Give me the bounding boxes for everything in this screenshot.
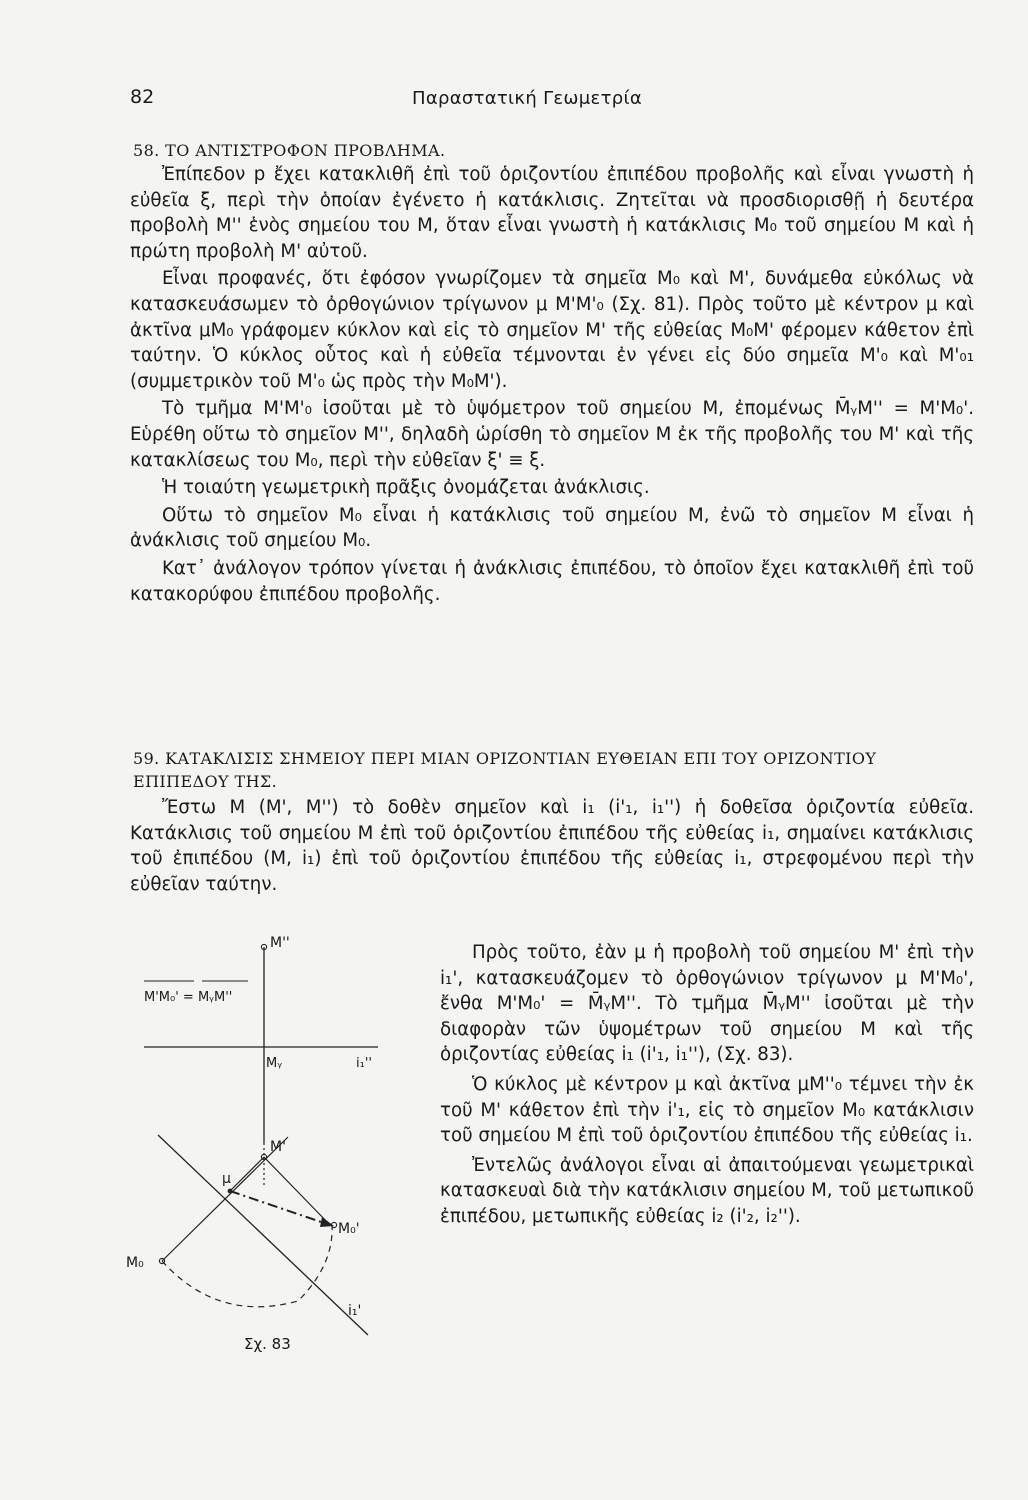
label-M1: M': [270, 1139, 286, 1155]
paragraph: Κατ᾽ ἀνάλογον τρόπον γίνεται ἡ ἀνάκλισις ἐπιπέδου, τὸ ὁποῖον ἔχει κατακλιθῆ ἐπὶ τοῦ κατακορύφου ἐπιπέδου προβολῆς.: [130, 557, 974, 605]
paragraph: Ἔστω M (M', M'') τὸ δοθὲν σημεῖον καὶ i₁ (i'₁, i₁'') ἡ δοθεῖσα ὁριζοντία εὐθεῖα. Κατάκλισις τοῦ σημείου M ἐπὶ τοῦ ὁριζοντίου ἐπιπέδου τῆς εὐθείας i₁, σημαίνει κατάκλισις τοῦ ἐπιπέδου (M, i₁) ἐπὶ τοῦ ὁριζοντίου ἐπιπέδου τῆς εὐθείας i₁, στρεφομένου περὶ τὴν εὐθεῖαν ταύτην.: [130, 797, 974, 895]
section-59-intro: [130, 795, 974, 897]
paragraph: Οὕτω τὸ σημεῖον M₀ εἶναι ἡ κατάκλισις τοῦ σημείου M, ἐνῶ τὸ σημεῖον M εἶναι ἡ ἀνάκλισις τοῦ σημείου M₀.: [130, 504, 974, 552]
segment-mu-M0p: [230, 1191, 330, 1225]
section-59-heading: 59. ΚΑΤΑΚΛΙΣΙΣ ΣΗΜΕΙΟΥ ΠΕΡΙ ΜΙΑΝ ΟΡΙΖΟΝΤΙΑΝ ΕΥΘΕΙΑΝ ΕΠΙ ΤΟΥ ΟΡΙΖΟΝΤΙΟΥ ΕΠΙΠΕΔΟΥ ΤΗΣ.: [133, 749, 877, 791]
perpendicular-line: [230, 1157, 264, 1191]
segment-M1-M0p: [264, 1157, 330, 1225]
running-title: Παραστατική Γεωμετρία: [412, 88, 642, 109]
paragraph: Εἶναι προφανές, ὅτι ἐφόσον γνωρίζομεν τὰ σημεῖα M₀ καὶ M', δυνάμεθα εὐκόλως νὰ κατασκευάσωμεν τὸ ὀρθογώνιον τρίγωνον μ M'M'₀ (Σχ. 81). Πρὸς τοῦτο μὲ κέντρον μ καὶ ἀκτῖνα μM₀ γράφομεν κύκλον καὶ εἰς τὸ σημεῖον M' τῆς εὐθείας M₀M' φέρομεν κάθετον ἐπὶ ταύτην. Ὁ κύκλος οὗτος καὶ ἡ εὐθεῖα τέμνονται ἐν γένει εἰς δύο σημεῖα M'₀ καὶ M'₀₁ (συμμετρικὸν τοῦ M'₀ ὡς πρὸς τὴν M₀M').: [130, 268, 974, 392]
figure-caption: Σχ. 83: [244, 1335, 291, 1353]
paragraph: Ἡ τοιαύτη γεωμετρικὴ πρᾶξις ὀνομάζεται ἀνάκλισις.: [162, 477, 650, 499]
label-i1p: i₁': [348, 1303, 362, 1319]
label-M2: M'': [270, 935, 290, 951]
diagonal-line-i1p: [158, 1135, 368, 1335]
paragraph: Πρὸς τοῦτο, ἐὰν μ ἡ προβολὴ τοῦ σημείου M' ἐπὶ τὴν i₁', κατασκευάζομεν τὸ ὀρθογώνιον τρίγωνον μ M'M₀', ἔνθα M'M₀' = M̄ᵧM''. Τὸ τμῆμα M̄ᵧM'' ἰσοῦται μὲ τὴν διαφορὰν τῶν ὑψομέτρων τοῦ σημείου M καὶ τῆς ὁριζοντίας εὐθείας i₁ (i'₁, i₁''), (Σχ. 83).: [440, 942, 974, 1066]
paragraph: Τὸ τμῆμα M'M'₀ ἰσοῦται μὲ τὸ ὑψόμετρον τοῦ σημείου M, ἐπομένως M̄ᵧM'' = M'M₀'. Εὑρέθη οὕτω τὸ σημεῖον M'', δηλαδὴ ὡρίσθη τὸ σημεῖον M ἐκ τῆς προβολῆς του M' καὶ τῆς κατακλίσεως του M₀, περὶ τὴν εὐθεῖαν ξ' ≡ ξ.: [130, 398, 974, 471]
section-58-heading: 58. ΤΟ ΑΝΤΙΣΤΡΟΦΟΝ ΠΡΟΒΛΗΜΑ.: [133, 141, 446, 160]
paragraph: Ἐντελῶς ἀνάλογοι εἶναι αἱ ἀπαιτούμεναι γεωμετρικαὶ κατασκευαὶ διὰ τὴν κατάκλισιν σημείου M, τοῦ μετωπικοῦ ἐπιπέδου, μετωπικῆς εὐθείας i₂ (i'₂, i₂'').: [440, 1154, 974, 1227]
page-number: 82: [130, 86, 155, 108]
label-eq: M'M₀' = MᵧM'': [144, 990, 233, 1005]
section-58-body: [130, 162, 974, 607]
label-mu: μ: [222, 1171, 231, 1187]
label-M0: M₀: [126, 1255, 144, 1271]
label-My: Mᵧ: [266, 1056, 283, 1071]
point-mu: [228, 1189, 233, 1194]
paragraph: Ἐπίπεδον p ἔχει κατακλιθῆ ἐπὶ τοῦ ὁριζοντίου ἐπιπέδου προβολῆς καὶ εἶναι γνωστὴ ἡ εὐθεῖα ξ, περὶ τὴν ὁποίαν ἐγένετο ἡ κατάκλισις. Ζητεῖται νὰ προσδιορισθῇ ἡ δευτέρα προβολὴ M'' ἑνὸς σημείου του M, ὅταν εἶναι γνωστὴ ἡ κατάκλισις M₀ τοῦ σημείου M καὶ ἡ πρώτη προβολὴ M' αὐτοῦ.: [130, 164, 974, 262]
figure-83: [126, 925, 438, 1365]
section-59-side-text: [440, 940, 974, 1230]
label-i1pp: i₁'': [356, 1056, 372, 1071]
line-M0-mu: [162, 1137, 288, 1261]
label-M0p: M₀': [338, 1221, 360, 1237]
paragraph: Ὁ κύκλος μὲ κέντρον μ καὶ ἀκτῖνα μM''₀ τέμνει τὴν ἐκ τοῦ M' κάθετον ἐπὶ τὴν i'₁, εἰς τὸ σημεῖον M₀ κατάκλισιν τοῦ σημείου M ἐπὶ τοῦ ὁριζοντίου ἐπιπέδου τῆς εὐθείας i₁.: [440, 1073, 974, 1147]
arc-circle: [162, 1225, 332, 1307]
